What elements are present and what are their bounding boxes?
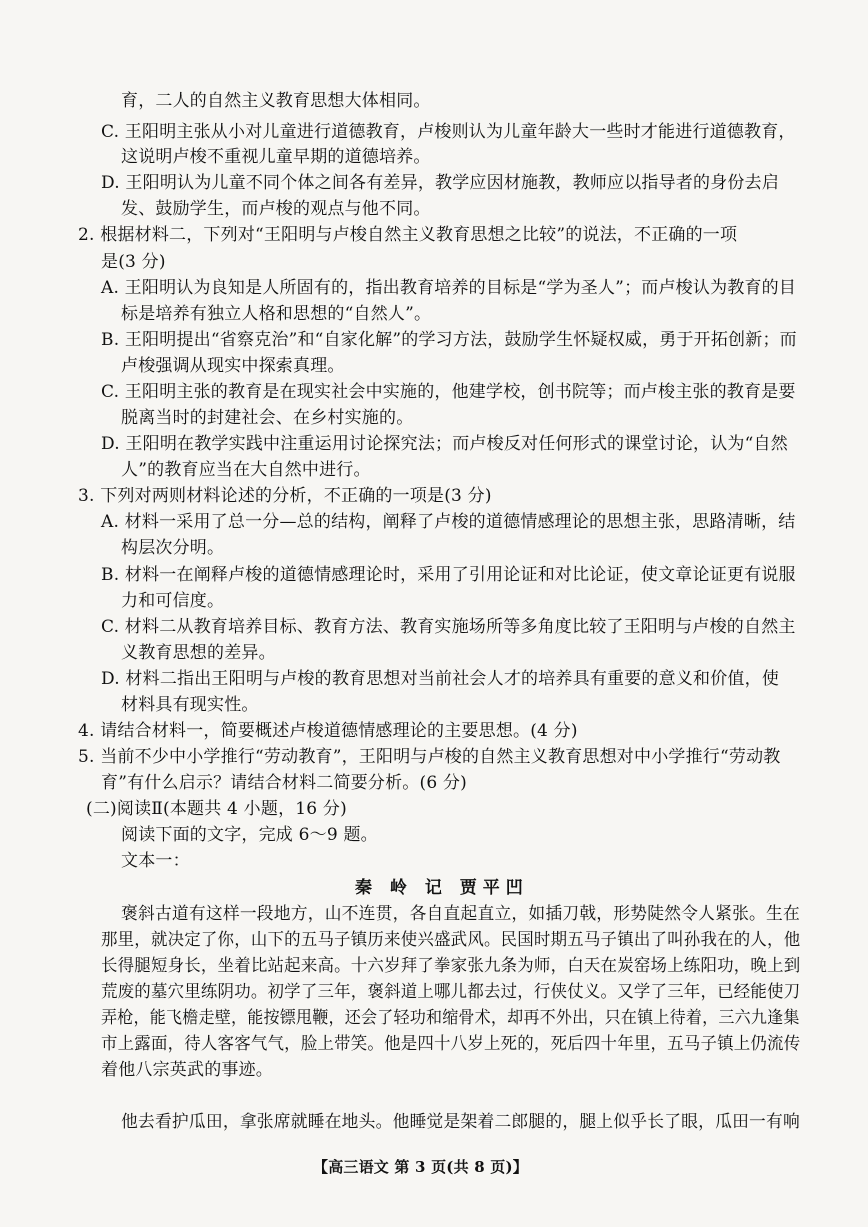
text-one-label: 文本一： [121,851,190,871]
passage-title: 秦 岭 记 贾平凹 [355,878,529,898]
text-line: 力和可信度。 [121,591,225,611]
option-c-line: C. 材料二从教育培养目标、教育方法、教育实施场所等多角度比较了王阳明与卢梭的自然主 [101,617,796,637]
question-5-line: 5. 当前不少中小学推行“劳动教育”，王阳明与卢梭的自然主义教育思想对中小学推行“劳动教 [78,747,781,767]
option-a-line: A. 材料一采用了总一分—总的结构，阐释了卢梭的道德情感理论的思想主张，思路清晰，结 [101,512,796,532]
text-line: 这说明卢梭不重视儿童早期的道德培养。 [121,147,431,167]
option-d-line: D. 材料二指出王阳明与卢梭的教育思想对当前社会人才的培养具有重要的意义和价值，使 [101,669,780,689]
option-b-line: B. 王阳明提出“省察克治”和“自家化解”的学习方法，鼓励学生怀疑权威，勇于开拓创新；而 [101,330,797,350]
text-line: 材料具有现实性。 [121,695,259,715]
passage-line: 荒废的墓穴里练阴功。初学了三年，褒斜道上哪儿都去过，行侠仗义。又学了三年，已经能使刀 [101,982,801,1002]
question-2-line: 2. 根据材料二，下列对“王阳明与卢梭自然主义教育思想之比较”的说法，不正确的一项 [78,225,738,245]
question-3-line: 3. 下列对两则材料论述的分析，不正确的一项是(3 分) [78,486,492,506]
page-footer: 【高三语文 第 3 页(共 8 页)】 [313,1158,528,1176]
text-line: 标是培养有独立人格和思想的“自然人”。 [121,304,432,324]
option-d-line: D. 王阳明认为儿童不同个体之间各有差异，教学应因材施教，教师应以指导者的身份去启 [101,173,780,193]
text-line: 人”的教育应当在大自然中进行。 [121,460,371,480]
option-c-line: C. 王阳明主张的教育是在现实社会中实施的，他建学校，创书院等；而卢梭主张的教育是要 [101,382,796,402]
text-line: 脱离当时的封建社会、在乡村实施的。 [121,408,414,428]
option-b-line: B. 材料一在阐释卢梭的道德情感理论时，采用了引用论证和对比论证，使文章论证更有说服 [101,565,796,585]
passage-line: 褒斜古道有这样一段地方，山不连贯，各自直起直立，如插刀戟，形势陡然令人紧张。生在 [121,904,800,924]
text-line: 发、鼓励学生，而卢梭的观点与他不同。 [121,199,431,219]
passage-line: 他去看护瓜田，拿张席就睡在地头。他睡觉是架着二郎腿的，腿上似乎长了眼，瓜田一有响 [121,1112,800,1132]
question-4-line: 4. 请结合材料一，简要概述卢梭道德情感理论的主要思想。(4 分) [78,721,578,741]
option-a-line: A. 王阳明认为良知是人所固有的，指出教育培养的目标是“学为圣人”；而卢梭认为教育的目 [101,278,797,298]
text-line: 育”有什么启示？请结合材料二简要分析。(6 分) [101,773,467,793]
option-d-line: D. 王阳明在教学实践中注重运用讨论探究法；而卢梭反对任何形式的课堂讨论，认为“自然 [101,434,788,454]
text-line: 卢梭强调从现实中探索真理。 [121,356,345,376]
passage-line: 那里，就决定了你，山下的五马子镇历来使兴盛武风。民国时期五马子镇出了叫孙我在的人，他 [101,930,801,950]
text-line: 育，二人的自然主义教育思想大体相同。 [121,91,431,111]
passage-line: 着他八宗英武的事迹。 [101,1060,273,1080]
passage-line: 弄枪，能飞檐走壁，能按镖甩鞭，还会了轻功和缩骨术，却再不外出，只在镇上待着，三六九逢集 [101,1008,800,1028]
instruction-line: 阅读下面的文字，完成 6～9 题。 [121,825,378,845]
text-line: 是(3 分) [101,252,166,272]
text-line: 构层次分明。 [121,538,225,558]
text-line: 义教育思想的差异。 [121,643,276,663]
passage-line: 长得腿短身长，坐着比站起来高。十六岁拜了拳家张九条为师，白天在炭窑场上练阳功，晚上到 [101,956,801,976]
option-c-line: C. 王阳明主张从小对儿童进行道德教育，卢梭则认为儿童年龄大一些时才能进行道德教育， [101,122,796,142]
section-heading: (二)阅读Ⅱ(本题共 4 小题，16 分) [86,799,347,819]
passage-line: 市上露面，待人客客气气，脸上带笑。他是四十八岁上死的，死后四十年里，五马子镇上仍流传 [101,1034,801,1054]
